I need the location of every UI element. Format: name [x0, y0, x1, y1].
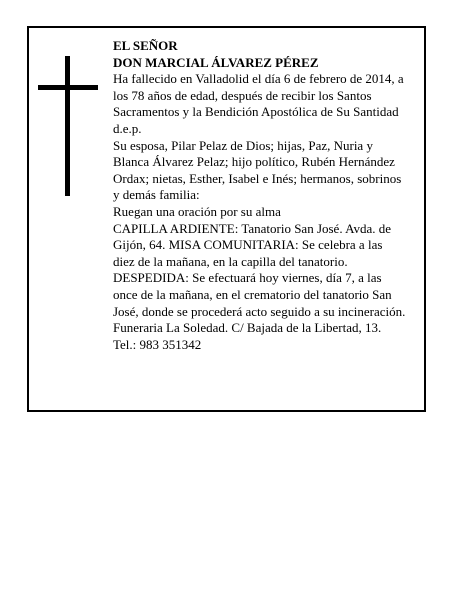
notice-body-line: y demás familia: [113, 187, 200, 203]
obituary-text [113, 38, 427, 353]
notice-body-line: DESPEDIDA: Se efectuará hoy viernes, día 7, a las [113, 270, 382, 286]
notice-body-line: diez de la mañana, en la capilla del tanatorio. [113, 253, 348, 269]
cross-vertical-bar [65, 56, 70, 196]
notice-body-line: Ha fallecido en Valladolid el día 6 de febrero de 2014, a [113, 71, 404, 87]
notice-body-line: d.e.p. [113, 120, 142, 136]
latin-cross-icon [38, 56, 98, 196]
notice-heading-line: EL SEÑOR [113, 38, 178, 53]
notice-body-line: José, donde se procederá acto seguido a su incineración. [113, 303, 406, 319]
notice-body-line: Funeraria La Soledad. C/ Bajada de la Libertad, 13. [113, 320, 382, 336]
notice-body-line: Su esposa, Pilar Pelaz de Dios; hijas, Paz, Nuria y [113, 137, 373, 153]
notice-body-line: Ordax; nietas, Esther, Isabel e Inés; hermanos, sobrinos [113, 170, 402, 186]
notice-body-line: Blanca Álvarez Pelaz; hijo político, Rubén Hernández [113, 154, 395, 170]
notice-body-line: Ruegan una oración por su alma [113, 203, 281, 219]
notice-body-line: los 78 años de edad, después de recibir los Santos [113, 87, 372, 103]
deceased-name: DON MARCIAL ÁLVAREZ PÉREZ [113, 54, 319, 70]
notice-body-line: Sacramentos y la Bendición Apostólica de Su Santidad [113, 104, 399, 120]
notice-body-line: Gijón, 64. MISA COMUNITARIA: Se celebra a las [113, 237, 383, 253]
notice-body-line: Tel.: 983 351342 [113, 336, 202, 352]
notice-body-line: CAPILLA ARDIENTE: Tanatorio San José. Avda. de [113, 220, 392, 236]
cross-horizontal-bar [38, 85, 98, 90]
notice-body-line: once de la mañana, en el crematorio del tanatorio San [113, 286, 392, 302]
